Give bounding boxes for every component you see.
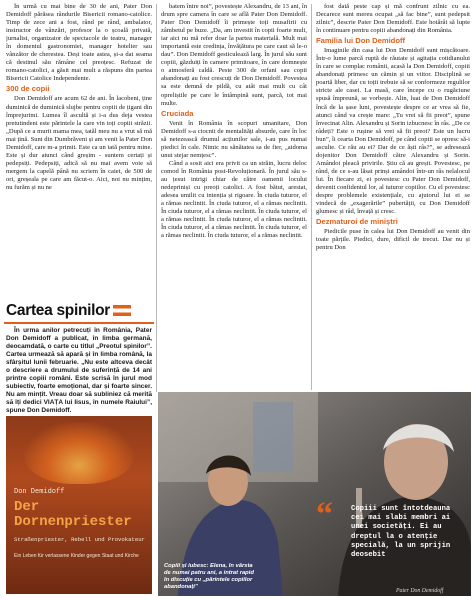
article-paragraph: batem între noi”, povestește Alexandru, de 13 ani, în drum spre camera în care se află Pater Don Demidoff. Pater Don Demidoff îi primește toți musafirii cu zâmbetul pe buze. „Da, am investit în copii foarte mult, iar aici nu mă refer doar la partea materială. Mult mai importantă este credința, învățătura pe care caut să le-o dau”. Don Demidoff gesticulează larg. În jurul său sunt copiii, găzduiți în camere primitoare, în care domnește o atmosferă caldă. Peste 300 de orfani sau copii abandonați au fost crescuți de Don Demidoff. Povestea sa este demnă de pildă, cu atât mai mult cu cât opreliștile pe care le întâmpină sunt, parcă, tot mai multe.	[161, 3, 307, 107]
photo-panel	[158, 392, 471, 596]
article-paragraph: Piedicile puse în calea lui Don Demidoff au venit din toate părțile. Piedici, dure, dificil de trecut. Dar nu și pentru Don	[316, 228, 470, 252]
book-sidebar	[4, 300, 154, 596]
book-cover-image	[6, 416, 152, 594]
column-divider	[156, 4, 157, 392]
cover-author: Don Demidoff	[14, 488, 65, 496]
column-divider	[311, 4, 312, 390]
article-paragraph: fost dată peste cap și mă confrunt zilnic cu ea. Decarece sunt mereu ocupat „să fac bine”, sunt pedepsit zilnic”, descrie Pater Don Demidoff. Este hotărât să lupte în continuare pentru copiii abandonați din România.	[316, 3, 470, 35]
pull-quote-attribution: Pater Don Demidoff	[396, 588, 444, 594]
title-underline	[4, 322, 154, 324]
article-paragraph: În urmă cu mai bine de 30 de ani, Pater Don Demidoff părăsea rândurile Bisericii romano-catolice. Timp de zece ani a fost, rând pe rând, ambalator, instructor de vânzări, profesor la o școală privată, jurnalist, organizator de spectacole de teatru, manager în domeniul gastronomiei, manager hotelier sau vânzător de cherestea. Deși toate astea, și-a dat seama că destinul său rămâne cel preoțesc. Refuzat de romano-catolici, a găsit mai mult a răspuns din partea Bisericii Catolice Independente.	[6, 3, 152, 83]
section-heading: Familia lui Don Demidoff	[316, 36, 406, 46]
cover-blurb: Ein Leben für verlassene Kinder gegen Staat und Kirche	[14, 553, 139, 559]
article-column-2	[161, 3, 307, 392]
article-paragraph: Imaginile din casa lui Don Demidoff sunt mișcătoare. Într-o lume parcă ruptă de răutate și agitația cotidianului în care se complac românii, acasă la Don Demidoff, copiii abandonați primesc un cămin și un viitor. Disciplină se poartă liber, dar cu toții trebuie să se conformeze regulilor stricte ale casei. La masă, care începe cu o rugăciune spusă împreună, se vorbește. Alin, luat de Don Demidoff încă de la șase luni, povestește despre ce ar vrea să fie, atunci când va crește mare: „Tu vrei să fii preot”, spune învecinat Alin. Alexandru și Sorin izbucnesc în râs. „De ce râdeți? Este o rușine să vrei să fii preot? Este un lucru bun”, îi cearta Don Demidoff, pe când copiii se opresc să-i asculte. Ce rău au ei? Dar de ce ăști râs?”, se adresează dojenitor Don Demidoff către Alexandru și Sorin. Amândoi pleacă privirile. Știu că au greșit. Povestesc, pe rând, de ce s-au lăsat prinși amândoi într-un râs nelalocul lui. În fiecare zi, ei povestesc cu Pater Don Demidoff, devenit confidentul lor, al tuturor copiilor. Cu el povestesc despre problemele existențiale, cu ajutorul lui ei se vindecă de „exagerările” pubertății, cu Don Demidoff glumesc și râd, învață și cresc.	[316, 47, 470, 216]
book-title-text: Cartea spinilor	[6, 302, 111, 319]
article-column-3	[316, 3, 470, 389]
cover-artwork	[24, 422, 134, 484]
section-heading: Dezmaturoi de miniștri	[316, 217, 398, 227]
cover-title-line-1: Der	[14, 499, 40, 515]
quote-mark-icon: “	[316, 496, 333, 533]
article-paragraph: Când a sosit aici era privit ca un străin, lucru deloc comod în România post-Revoluționară. În jurul său s-au țesut intrigi chiar de către oamenii locului nedepriniși cu preoți catolici. A fost bătut, arestat, adesea umilit cu intenția și rigoare. În ciuda tuturor, el a rămas neclintit. În ciuda tuturor, el a rămas neclintit. În ciuda tuturor, el a rămas neclintit. În ciuda tuturor, el a rămas neclintit. În ciuda tuturor, el a rămas neclintit. În ciuda tuturor, el a rămas neclintit. În ciuda tuturor, el a rămas neclintit. În ciuda tuturor, el a rămas neclintit.	[161, 159, 307, 240]
flag-icon	[113, 305, 131, 316]
section-heading: 300 de copii	[6, 84, 50, 94]
pull-quote: Copiii sunt întotdeauna cei mai slabi membri ai unei societăți. Ei au dreptul la o atenție specială, la un sprijin deosebit	[351, 505, 451, 560]
book-sidebar-text: În urma anilor petrecuți în România, Pater Don Demidoff a publicat, în limba germană, deocamdată, o carte cu titlul „Preotul spinilor”. Cartea urmează să apară și în limba română, la sfârșitul lunii februarie. „Nu este altceva decât o descriere a drumului de suferință de 14 ani printre copiii români. Este scrisă în jurul mod subiectiv, foarte emoțional, dar și foarte sincer. Nu am mințit. Vreau doar să subliniez că merită să îți dedici VIAȚA lui Iisus, în numele Raiului”, spune Don Demidoff.	[6, 327, 152, 414]
article-paragraph: Venit în România în scopuri umanitare, Don Demidoff s-a ciocnit de mentalități absurde, care în loc să netezească drumul acțiunilor sale, i-au pus numai piedici în cale. Nimic nu sănătatea sa de fier, „aidoma unui stejar nemțesc”.	[161, 119, 307, 159]
cover-title	[14, 500, 132, 530]
photo-caption: Copiii și iubesc: Elena, în vârsta de numai patru ani, a intrat rapid în discuție cu „părintele copiilor abandonați”	[164, 563, 254, 590]
cover-subtitle: Straßenpriester, Rebell und Provokateur	[14, 536, 145, 543]
article-column-1	[6, 3, 152, 300]
article-paragraph: Don Demidoff are acum 62 de ani. În lacobeni, ține duminică de duminică slujbe pentru copiii de țigani din împrejurimi. Lumea îl ascultă și i-a dus deja vestea pretutindeni este părintele la care vin toți copiii străzii. „După ce a murit mama mea, tatăl meu nu a vrut să mă mai țină. Sunt din Dumbrăveni și am venit la Pater Don Demidoff, care m-a primit. Este ca un tată pentru mine. Este și dur atunci când greșim - suntem certați și pedepsiți. Pedepsiți, adică să nu mai avem voie să mergem la capelă până nu scriem în caiet, de 500 de ori, greșeala pe care am făcut-o. Aici, noi nu mințim, nu furăm și nu ne	[6, 95, 152, 191]
book-sidebar-title	[6, 302, 154, 320]
cover-title-line-2: Dornenpriester	[14, 514, 132, 530]
section-heading: Cruciada	[161, 108, 194, 118]
